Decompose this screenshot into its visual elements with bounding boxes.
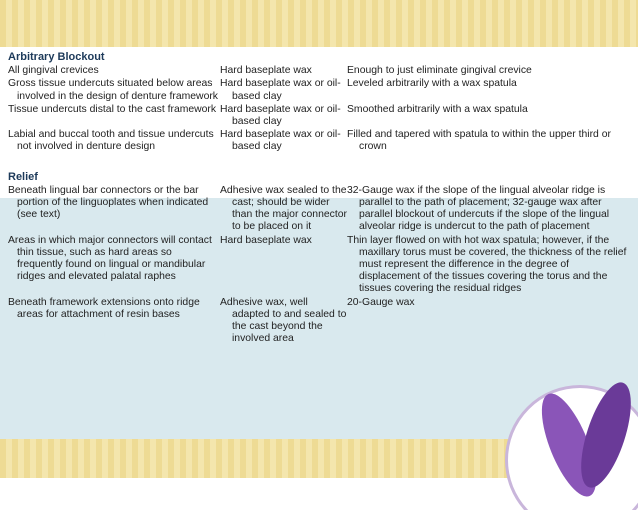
cell-material: Hard baseplate wax xyxy=(220,234,312,246)
cell-material: Adhesive wax sealed to the cast; should be wider than the major connector to be placed on it xyxy=(220,184,347,233)
blockout-relief-table xyxy=(8,51,628,346)
table-row xyxy=(8,65,628,77)
cell-location: All gingival crevices xyxy=(8,65,99,77)
cell-location: Gross tissue undercuts situated below areas involved in the design of denture framework xyxy=(8,78,218,102)
cell-material: Hard baseplate wax or oil-based clay xyxy=(220,78,341,102)
cell-method: 20-Gauge wax xyxy=(347,296,415,308)
cell-material: Hard baseplate wax xyxy=(220,65,312,77)
cell-location: Labial and buccal tooth and tissue undercuts not involved in denture design xyxy=(8,129,214,153)
cell-method: Filled and tapered with spatula to within the upper third or crown xyxy=(347,129,611,153)
decorative-swirl-icon xyxy=(495,380,638,510)
cell-material: Adhesive wax, well adapted to and sealed to the cast beyond the involved area xyxy=(220,296,347,345)
cell-material: Hard baseplate wax or oil-based clay xyxy=(220,129,341,153)
cell-method: Leveled arbitrarily with a wax spatula xyxy=(347,78,517,90)
table-row xyxy=(8,104,628,128)
cell-location: Areas in which major connectors will contact thin tissue, such as hard areas so frequently found on lingual or mandibular ridges and elevated palatal raphes xyxy=(8,234,212,283)
section-title-relief: Relief xyxy=(8,170,38,183)
table-row xyxy=(8,185,628,234)
cell-method: Smoothed arbitrarily with a wax spatula xyxy=(347,103,528,115)
cell-location: Beneath lingual bar connectors or the bar portion of the linguoplates when indicated (see text) xyxy=(8,184,209,221)
table-row xyxy=(8,235,628,296)
cell-material: Hard baseplate wax or oil-based clay xyxy=(220,103,341,128)
table-row xyxy=(8,78,628,102)
cell-method: 32-Gauge wax if the slope of the lingual alveolar ridge is parallel to the path of placement; 32-gauge wax after parallel blockout of undercuts if the slope of the lingual alveolar ridge is undercut to the path of placement xyxy=(347,184,610,233)
section-title-arbitrary-blockout: Arbitrary Blockout xyxy=(8,51,105,63)
table-row xyxy=(8,297,628,346)
cell-method: Enough to just eliminate gingival crevice xyxy=(347,65,532,77)
cell-location: Tissue undercuts distal to the cast framework xyxy=(8,103,217,115)
cell-location: Beneath framework extensions onto ridge areas for attachment of resin bases xyxy=(8,296,200,320)
cell-method: Thin layer flowed on with hot wax spatula; however, if the maxillary torus must be covered, the thickness of the relief must represent the difference in the degree of displacement of the tissues covering the torus and the tissues covering the residual ridges xyxy=(347,234,627,295)
table-row xyxy=(8,129,628,153)
